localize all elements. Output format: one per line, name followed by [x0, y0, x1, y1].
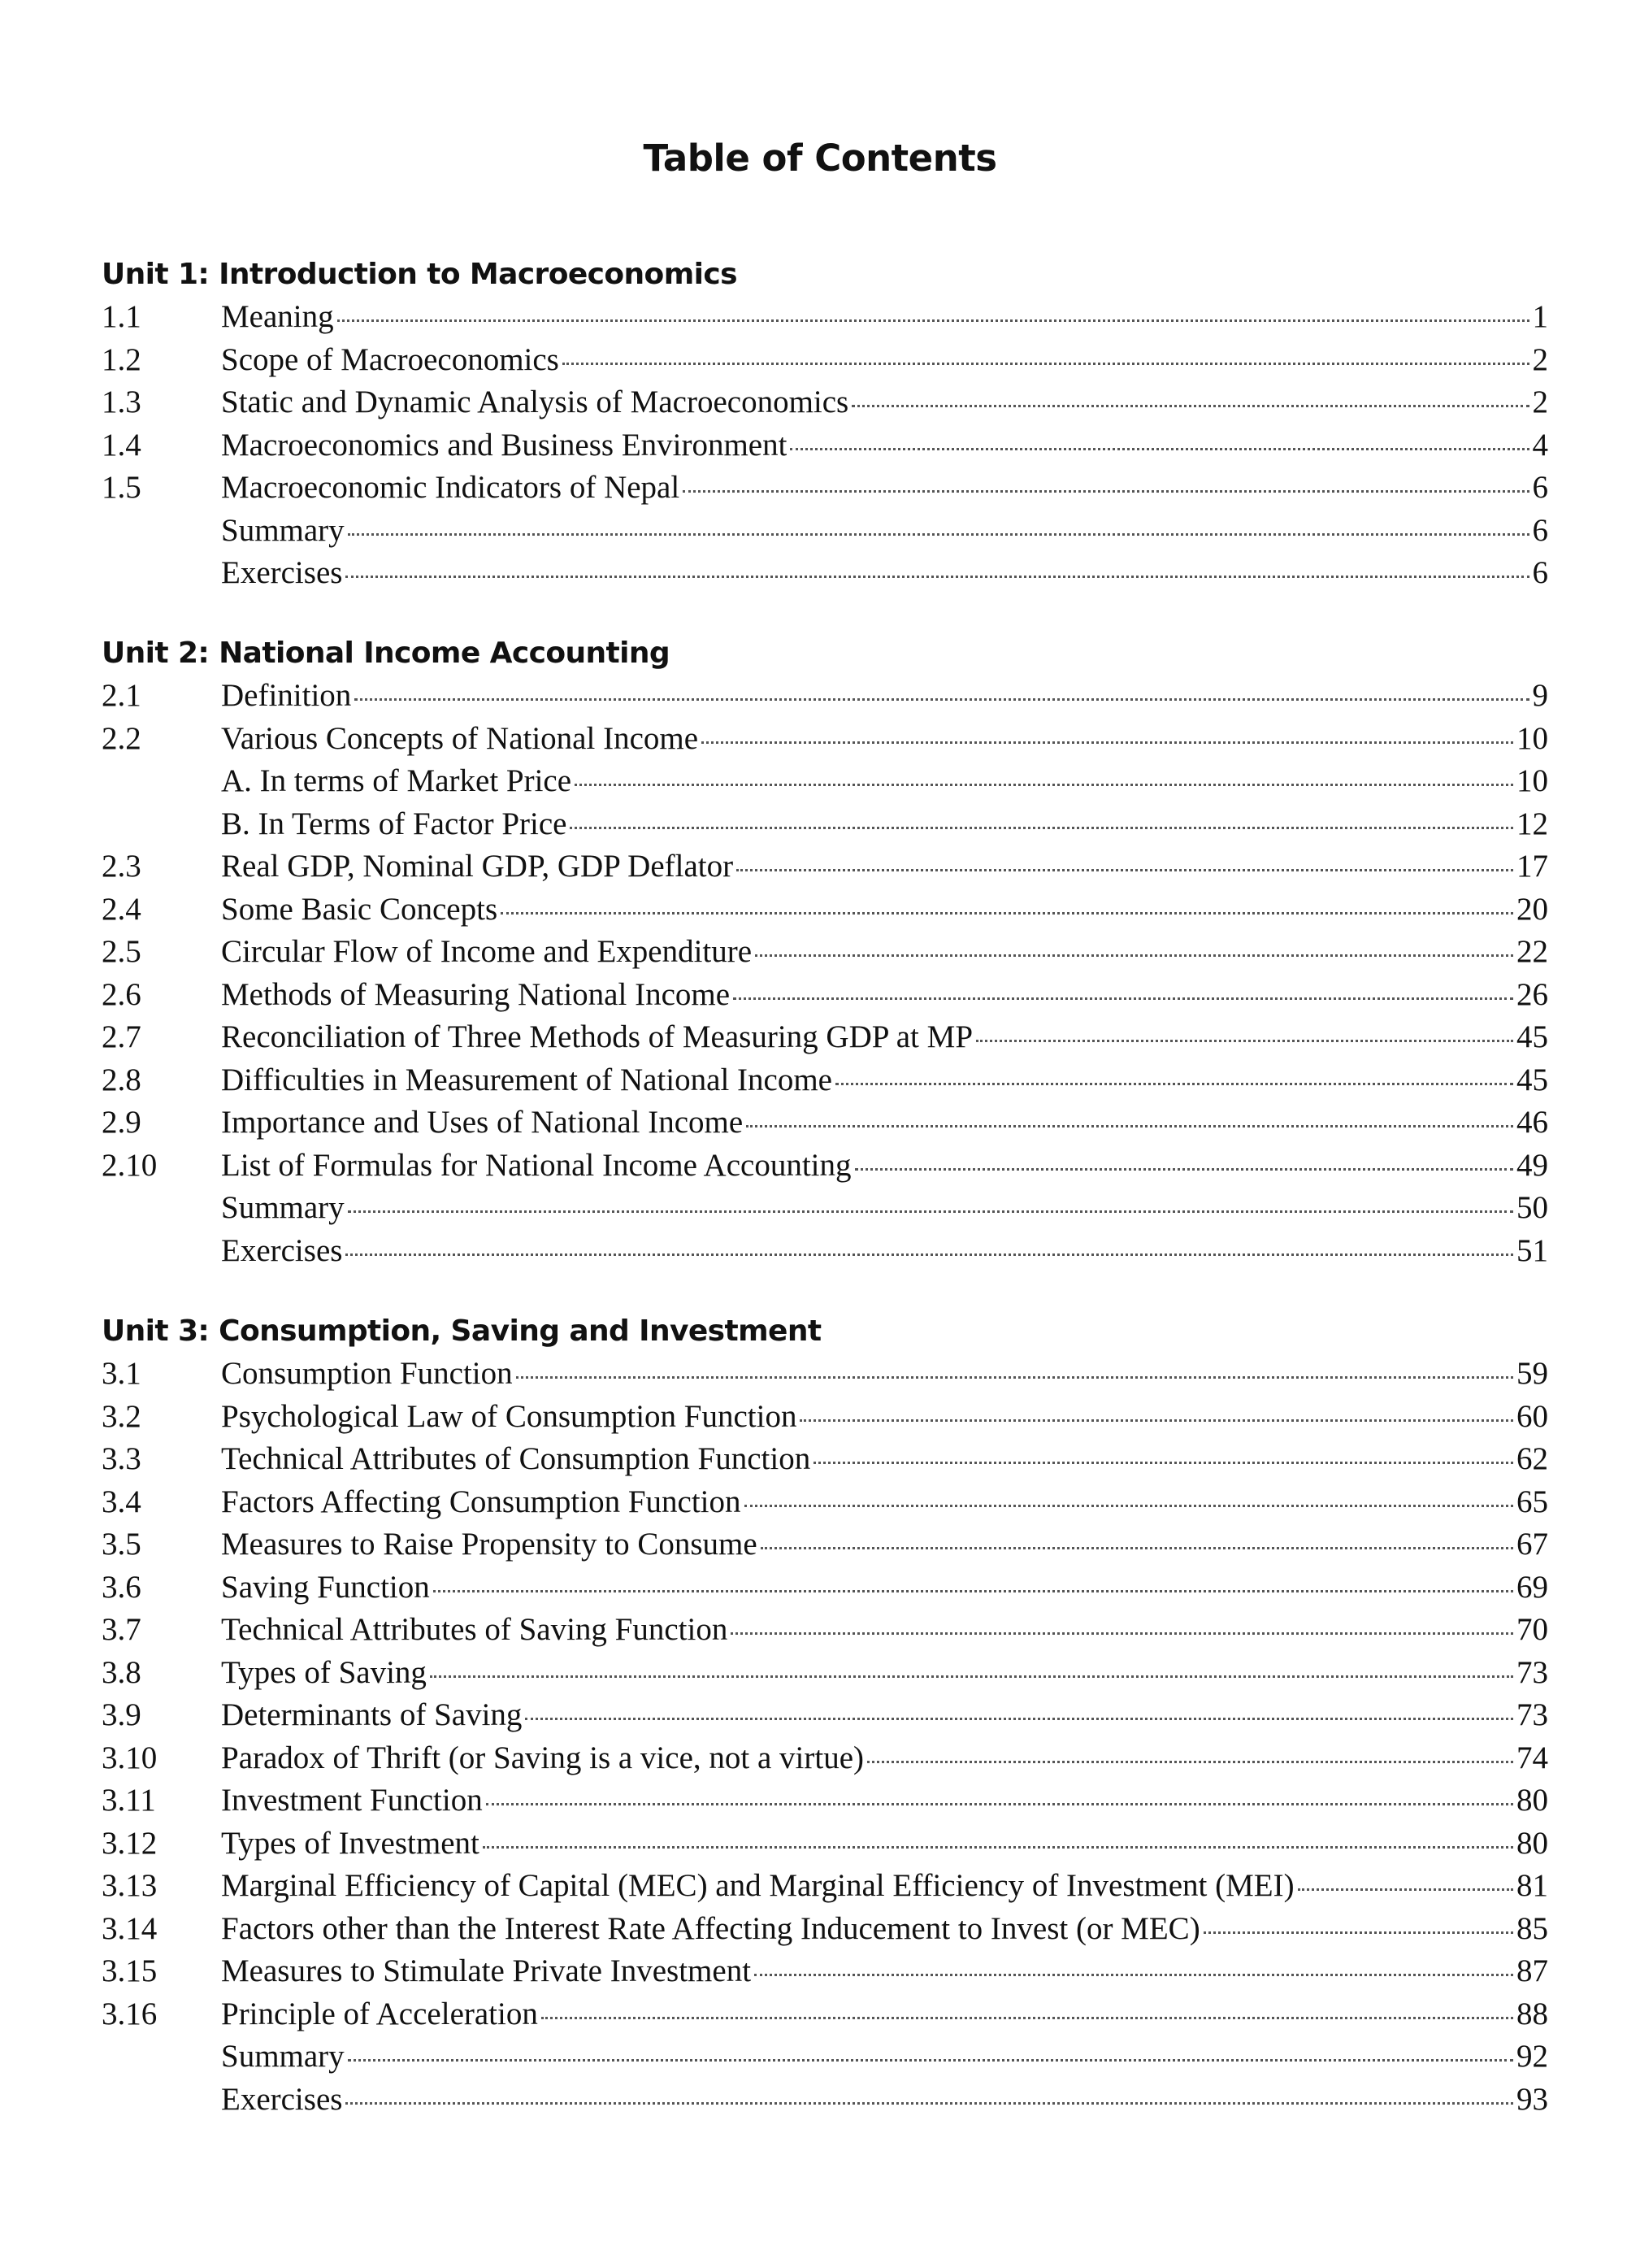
section-title: Marginal Efficiency of Capital (MEC) and Marginal Efficiency of Investment (MEI) [221, 1868, 1295, 1903]
section-title: Methods of Measuring National Income [221, 976, 731, 1012]
page-number: 93 [1516, 2081, 1548, 2117]
section-number: 3.15 [102, 1953, 158, 1988]
page-number: 80 [1516, 1825, 1548, 1861]
dot-leader [345, 1253, 1513, 1256]
toc-entry[interactable] [102, 1993, 1548, 2036]
page-number: 45 [1516, 1062, 1548, 1097]
section-number: 3.11 [102, 1783, 156, 1818]
page-number: 20 [1516, 891, 1548, 927]
dot-leader [525, 1718, 1513, 1720]
unit-2-section [102, 632, 1548, 1272]
section-title: Various Concepts of National Income [221, 720, 699, 756]
toc-entry[interactable] [102, 1823, 1548, 1866]
dot-leader [345, 576, 1529, 578]
toc-entry[interactable] [102, 931, 1548, 974]
section-title: Principle of Acceleration [221, 1996, 538, 2031]
section-title: Psychological Law of Consumption Function [221, 1398, 797, 1434]
page-number: 73 [1516, 1654, 1548, 1690]
section-number: 3.16 [102, 1996, 158, 2031]
dot-leader [354, 698, 1529, 701]
section-title: Investment Function [221, 1783, 483, 1818]
dot-leader [562, 363, 1529, 365]
toc-entry[interactable] [102, 2036, 1548, 2079]
toc-entry[interactable] [102, 1145, 1548, 1188]
section-title: Definition [221, 678, 352, 713]
section-number: 3.8 [102, 1654, 141, 1690]
section-number: 3.13 [102, 1868, 158, 1903]
unit-heading: Unit 1: Introduction to Macroeconomics [102, 258, 737, 291]
page-number: 85 [1516, 1910, 1548, 1946]
dot-leader [570, 827, 1513, 829]
page-number: 6 [1532, 512, 1548, 548]
dot-leader [430, 1675, 1513, 1678]
page-number: 6 [1532, 470, 1548, 505]
dot-leader [337, 319, 1529, 322]
toc-entry[interactable] [102, 1396, 1548, 1439]
toc-entry[interactable] [102, 467, 1548, 510]
dot-leader [736, 869, 1513, 871]
section-number: 2.9 [102, 1105, 141, 1140]
section-title: A. In terms of Market Price [221, 763, 572, 798]
dot-leader [755, 954, 1513, 957]
entry-list [102, 296, 1548, 595]
toc-entry[interactable] [102, 974, 1548, 1017]
section-title: Some Basic Concepts [221, 891, 498, 927]
page-number: 6 [1532, 555, 1548, 590]
section-title: Scope of Macroeconomics [221, 341, 559, 377]
page-number: 65 [1516, 1484, 1548, 1519]
page-number: 26 [1516, 976, 1548, 1012]
section-title: Meaning [221, 299, 334, 334]
section-title: List of Formulas for National Income Accounting [221, 1147, 852, 1183]
section-title: Technical Attributes of Saving Function [221, 1612, 728, 1647]
dot-leader [754, 1974, 1513, 1976]
section-number: 2.1 [102, 678, 141, 713]
page-number: 70 [1516, 1612, 1548, 1647]
page-number: 87 [1516, 1953, 1548, 1988]
section-title: Consumption Function [221, 1356, 513, 1391]
toc-entry[interactable] [102, 1187, 1548, 1230]
section-number: 3.7 [102, 1612, 141, 1647]
unit-1-section [102, 254, 1548, 595]
dot-leader [348, 2059, 1513, 2062]
dot-leader [1298, 1888, 1513, 1891]
section-number: 2.4 [102, 891, 141, 927]
dot-leader [867, 1761, 1513, 1763]
toc-entry[interactable] [102, 1908, 1548, 1951]
section-title: Circular Flow of Income and Expenditure [221, 934, 753, 969]
page-number: 62 [1516, 1441, 1548, 1476]
section-number: 3.9 [102, 1697, 141, 1732]
dot-leader [733, 997, 1513, 1000]
toc-entry[interactable] [102, 1438, 1548, 1481]
dot-leader [852, 405, 1529, 407]
section-title: Reconciliation of Three Methods of Measuring GDP at MP [221, 1019, 974, 1054]
dot-leader [1204, 1931, 1513, 1934]
page-number: 12 [1516, 806, 1548, 841]
section-title: Exercises [221, 1232, 343, 1268]
entry-list [102, 1353, 1548, 2121]
toc-entry[interactable] [102, 1652, 1548, 1695]
page-number: 59 [1516, 1356, 1548, 1391]
section-number: 3.3 [102, 1441, 141, 1476]
dot-leader [516, 1376, 1513, 1379]
toc-entry[interactable] [102, 339, 1548, 382]
section-number: 3.5 [102, 1527, 141, 1562]
section-title: Exercises [221, 2081, 343, 2117]
page-number: 45 [1516, 1019, 1548, 1054]
dot-leader [486, 1803, 1513, 1805]
toc-entry[interactable] [102, 1016, 1548, 1059]
page-number: 17 [1516, 849, 1548, 884]
toc-entry[interactable] [102, 760, 1548, 803]
toc-entry[interactable] [102, 1609, 1548, 1652]
dot-leader [483, 1846, 1513, 1849]
page-title: Table of Contents [643, 137, 997, 180]
toc-entry[interactable] [102, 1865, 1548, 1908]
section-title: Real GDP, Nominal GDP, GDP Deflator [221, 849, 734, 884]
page-number: 92 [1516, 2039, 1548, 2074]
dot-leader [731, 1632, 1513, 1635]
toc-entry[interactable] [102, 803, 1548, 846]
section-title: Measures to Stimulate Private Investment [221, 1953, 752, 1988]
page-number: 10 [1516, 763, 1548, 798]
toc-entry[interactable] [102, 424, 1548, 467]
dot-leader [813, 1462, 1513, 1464]
section-number: 1.5 [102, 470, 141, 505]
section-number: 2.7 [102, 1019, 141, 1054]
page-number: 46 [1516, 1105, 1548, 1140]
toc-entry[interactable] [102, 2079, 1548, 2122]
section-title: Types of Saving [221, 1654, 427, 1690]
page-number: 10 [1516, 720, 1548, 756]
section-title: Saving Function [221, 1569, 430, 1605]
dot-leader [976, 1040, 1513, 1042]
section-number: 2.5 [102, 934, 141, 969]
dot-leader [855, 1168, 1513, 1171]
dot-leader [761, 1547, 1513, 1549]
page-number: 74 [1516, 1740, 1548, 1775]
section-title: Macroeconomic Indicators of Nepal [221, 470, 680, 505]
page-number: 50 [1516, 1190, 1548, 1225]
dot-leader [575, 784, 1513, 786]
dot-leader [790, 448, 1529, 450]
section-title: Importance and Uses of National Income [221, 1105, 744, 1140]
section-title: Static and Dynamic Analysis of Macroeconomics [221, 385, 849, 419]
dot-leader [800, 1419, 1513, 1422]
section-number: 3.14 [102, 1910, 158, 1946]
section-title: Factors Affecting Consumption Function [221, 1484, 741, 1519]
dot-leader [348, 1210, 1513, 1213]
section-title: B. In Terms of Factor Price [221, 806, 567, 841]
section-number: 1.2 [102, 341, 141, 377]
unit-3-section [102, 1310, 1548, 2121]
page-number: 60 [1516, 1398, 1548, 1434]
toc-entry[interactable] [102, 845, 1548, 889]
section-title: Summary [221, 512, 345, 548]
entry-list [102, 675, 1548, 1272]
section-title: Exercises [221, 555, 343, 590]
section-number: 2.6 [102, 976, 141, 1012]
section-number: 3.4 [102, 1484, 141, 1519]
toc-entry[interactable] [102, 1101, 1548, 1145]
section-title: Technical Attributes of Consumption Function [221, 1441, 811, 1476]
dot-leader [501, 912, 1513, 915]
toc-entry[interactable] [102, 1779, 1548, 1823]
toc-entry[interactable] [102, 1353, 1548, 1396]
toc-entry[interactable] [102, 1481, 1548, 1524]
page-number: 22 [1516, 934, 1548, 969]
dot-leader [541, 2017, 1513, 2019]
toc-entry[interactable] [102, 1059, 1548, 1102]
section-title: Paradox of Thrift (or Saving is a vice, not a virtue) [221, 1740, 864, 1775]
page-number: 73 [1516, 1697, 1548, 1732]
toc-entry[interactable] [102, 718, 1548, 761]
page-number: 88 [1516, 1996, 1548, 2031]
dot-leader [345, 2102, 1513, 2105]
section-title: Measures to Raise Propensity to Consume [221, 1527, 757, 1562]
toc-entry[interactable] [102, 1694, 1548, 1737]
section-number: 3.12 [102, 1825, 158, 1861]
toc-entry[interactable] [102, 552, 1548, 595]
section-number: 2.10 [102, 1147, 158, 1183]
page-number: 81 [1516, 1868, 1548, 1903]
section-title: Types of Investment [221, 1825, 479, 1861]
page-number: 1 [1532, 299, 1548, 334]
section-number: 1.4 [102, 427, 141, 463]
section-number: 2.8 [102, 1062, 141, 1097]
section-number: 2.2 [102, 720, 141, 756]
page-number: 69 [1516, 1569, 1548, 1605]
section-title: Factors other than the Interest Rate Affecting Inducement to Invest (or MEC) [221, 1910, 1200, 1946]
page-number: 67 [1516, 1527, 1548, 1562]
toc-entry[interactable] [102, 1523, 1548, 1566]
toc-entry[interactable] [102, 675, 1548, 718]
dot-leader [701, 741, 1513, 744]
page-number: 4 [1532, 427, 1548, 463]
dot-leader [433, 1590, 1513, 1592]
page-number: 80 [1516, 1783, 1548, 1818]
page-number: 2 [1532, 385, 1548, 419]
section-title: Difficulties in Measurement of National Income [221, 1062, 832, 1097]
toc-entry[interactable] [102, 381, 1548, 424]
page-number: 9 [1532, 678, 1548, 713]
toc-entry[interactable] [102, 1950, 1548, 1993]
section-title: Determinants of Saving [221, 1697, 523, 1732]
toc-entry[interactable] [102, 1737, 1548, 1780]
dot-leader [348, 533, 1529, 536]
section-number: 3.1 [102, 1356, 141, 1391]
section-number: 3.6 [102, 1569, 141, 1605]
section-title: Macroeconomics and Business Environment [221, 427, 787, 463]
page-number: 51 [1516, 1232, 1548, 1268]
dot-leader [744, 1505, 1513, 1507]
page-number: 49 [1516, 1147, 1548, 1183]
section-title: Summary [221, 1190, 345, 1225]
unit-heading: Unit 2: National Income Accounting [102, 637, 670, 670]
toc-entry[interactable] [102, 296, 1548, 339]
section-number: 3.2 [102, 1398, 141, 1434]
dot-leader [683, 490, 1529, 493]
unit-heading: Unit 3: Consumption, Saving and Investment [102, 1314, 822, 1348]
toc-entry[interactable] [102, 510, 1548, 553]
section-number: 1.1 [102, 299, 141, 334]
toc-entry[interactable] [102, 1566, 1548, 1610]
section-title: Summary [221, 2039, 345, 2074]
toc-entry[interactable] [102, 889, 1548, 932]
section-number: 1.3 [102, 385, 141, 419]
section-number: 2.3 [102, 849, 141, 884]
dot-leader [746, 1125, 1513, 1127]
dot-leader [835, 1083, 1513, 1085]
page-number: 2 [1532, 341, 1548, 377]
toc-entry[interactable] [102, 1230, 1548, 1273]
section-number: 3.10 [102, 1740, 158, 1775]
